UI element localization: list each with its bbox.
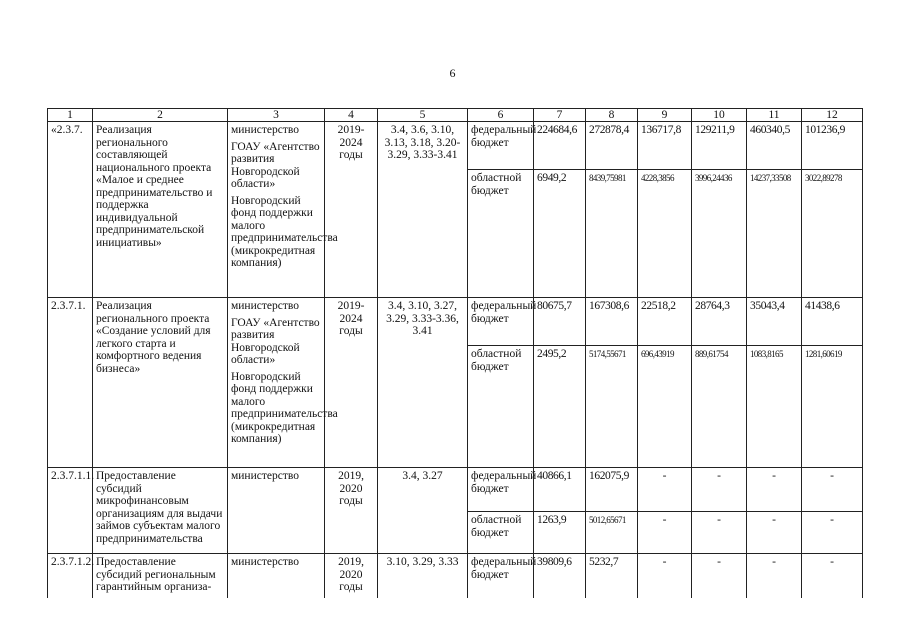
- executor: министерство: [231, 124, 299, 136]
- row-code: 2.3.7.1.1.: [48, 468, 93, 554]
- column-header: 7: [534, 109, 586, 122]
- column-header: 12: [802, 109, 863, 122]
- value-cell: 136717,8: [638, 122, 692, 170]
- table-row: [48, 298, 863, 346]
- value-cell: 1263,9: [534, 512, 586, 554]
- value-cell: -: [692, 512, 747, 554]
- row-indicators: 3.4, 3.27: [378, 468, 468, 554]
- value-cell: -: [692, 468, 747, 512]
- funding-source: областной бюджет: [468, 346, 534, 468]
- row-name: Предоставление субсидий микрофинансовым организациям для выдачи займов субъектам малого предпринимательства: [93, 468, 228, 554]
- value-cell: -: [638, 468, 692, 512]
- value-cell: -: [802, 554, 863, 598]
- value-cell: 5232,7: [586, 554, 638, 598]
- funding-source: федеральный бюджет: [468, 468, 534, 512]
- value-cell: 14237,33508: [747, 170, 802, 298]
- executor: ГОАУ «Агентство развития Новгородской области»: [231, 140, 320, 190]
- executor: министерство: [231, 470, 299, 482]
- row-name: Реализация регионального составляющей национального проекта «Малое и среднее предпринимательство и поддержка индивидуальной предпринимательской инициативы»: [93, 122, 228, 298]
- value-cell: 101236,9: [802, 122, 863, 170]
- row-code: «2.3.7.: [48, 122, 93, 298]
- value-cell: 41438,6: [802, 298, 863, 346]
- funding-source: федеральный бюджет: [468, 298, 534, 346]
- funding-source: федеральный бюджет: [468, 122, 534, 170]
- value-cell: 6949,2: [534, 170, 586, 298]
- column-header: 2: [93, 109, 228, 122]
- row-years: 2019, 2020 годы: [325, 468, 378, 554]
- value-cell: -: [638, 512, 692, 554]
- value-cell: 40866,1: [534, 468, 586, 512]
- value-cell: -: [747, 512, 802, 554]
- value-cell: 1281,60619: [802, 346, 863, 468]
- row-name: Реализация регионального проекта «Создание условий для легкого старта и комфортного ведения бизнеса»: [93, 298, 228, 468]
- value-cell: -: [692, 554, 747, 598]
- table-row: [48, 554, 863, 598]
- executor: Новгородский фонд поддержки малого предпринимательства (микрокредитная компания): [231, 194, 338, 269]
- value-cell: 889,61754: [692, 346, 747, 468]
- column-header: 1: [48, 109, 93, 122]
- value-cell: 167308,6: [586, 298, 638, 346]
- row-executors: [228, 122, 338, 298]
- value-cell: 8439,75981: [586, 170, 638, 298]
- executor: Новгородский фонд поддержки малого предпринимательства (микрокредитная компания): [231, 370, 338, 445]
- row-indicators: 3.4, 3.10, 3.27, 3.29, 3.33-3.36, 3.41: [378, 298, 468, 468]
- column-header: 3: [228, 109, 325, 122]
- executor: ГОАУ «Агентство развития Новгородской области»: [231, 316, 320, 366]
- value-cell: 35043,4: [747, 298, 802, 346]
- budget-table: [47, 108, 863, 598]
- value-cell: -: [747, 554, 802, 598]
- table-row: [48, 468, 863, 512]
- row-code: 2.3.7.1.: [48, 298, 93, 468]
- column-header: 4: [325, 109, 378, 122]
- value-cell: 162075,9: [586, 468, 638, 512]
- row-indicators: 3.4, 3.6, 3.10, 3.13, 3.18, 3.20-3.29, 3.33-3.41: [378, 122, 468, 298]
- row-years: 2019, 2020 годы: [325, 554, 378, 598]
- value-cell: 1083,8165: [747, 346, 802, 468]
- value-cell: 22518,2: [638, 298, 692, 346]
- funding-source: областной бюджет: [468, 170, 534, 298]
- header-row: [48, 109, 863, 122]
- column-header: 5: [378, 109, 468, 122]
- row-executors: [228, 468, 325, 554]
- column-header: 10: [692, 109, 747, 122]
- row-indicators: 3.10, 3.29, 3.33: [378, 554, 468, 598]
- value-cell: 3996,24436: [692, 170, 747, 298]
- executor: министерство: [231, 300, 299, 312]
- value-cell: 5174,55671: [586, 346, 638, 468]
- value-cell: 39809,6: [534, 554, 586, 598]
- row-name: Предоставление субсидий региональным гарантийным организа-: [93, 554, 228, 598]
- column-header: 6: [468, 109, 534, 122]
- value-cell: 80675,7: [534, 298, 586, 346]
- row-code: 2.3.7.1.2.: [48, 554, 93, 598]
- value-cell: -: [638, 554, 692, 598]
- row-executors: [228, 298, 338, 468]
- funding-source: федеральный бюджет: [468, 554, 534, 598]
- value-cell: 3022,89278: [802, 170, 863, 298]
- funding-source: областной бюджет: [468, 512, 534, 554]
- row-executors: [228, 554, 325, 598]
- value-cell: 460340,5: [747, 122, 802, 170]
- row-years: 2019-2024 годы: [325, 122, 378, 298]
- value-cell: 4228,3856: [638, 170, 692, 298]
- value-cell: -: [747, 468, 802, 512]
- table-row: [48, 122, 863, 170]
- value-cell: -: [802, 512, 863, 554]
- column-header: 9: [638, 109, 692, 122]
- value-cell: 224684,6: [534, 122, 586, 170]
- executor: министерство: [231, 556, 299, 568]
- column-header: 8: [586, 109, 638, 122]
- value-cell: 28764,3: [692, 298, 747, 346]
- value-cell: 2495,2: [534, 346, 586, 468]
- value-cell: 5012,65671: [586, 512, 638, 554]
- row-years: 2019-2024 годы: [325, 298, 378, 468]
- value-cell: -: [802, 468, 863, 512]
- value-cell: 272878,4: [586, 122, 638, 170]
- page-number: 6: [449, 66, 456, 80]
- value-cell: 129211,9: [692, 122, 747, 170]
- value-cell: 696,43919: [638, 346, 692, 468]
- column-header: 11: [747, 109, 802, 122]
